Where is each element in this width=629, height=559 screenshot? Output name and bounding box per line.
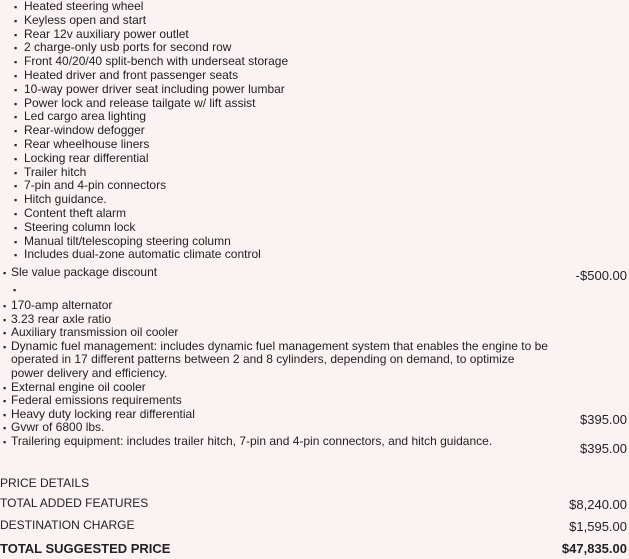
destination-charge-label: DESTINATION CHARGE [0,518,135,532]
list-item: ▪ Gvwr of 6800 lbs. [3,421,548,435]
list-item: ▪ Manual tilt/telescoping steering column [14,235,288,249]
list-item: ▪ Rear-window defogger [14,124,288,138]
list-item: ▪ 2 charge-only usb ports for second row [14,41,288,55]
option-list [3,299,548,449]
total-suggested-price-value: $47,835.00 [561,541,627,556]
price-details-heading: PRICE DETAILS [0,476,90,490]
list-item: ▪ 10-way power driver seat including power lumbar [14,83,288,97]
list-item: ▪ Federal emissions requirements [3,394,548,408]
total-added-features-value: $8,240.00 [569,497,627,512]
list-item: ▪ Heated driver and front passenger seats [14,69,288,83]
list-item: ▪ 3.23 rear axle ratio [3,313,548,327]
total-suggested-price-label: TOTAL SUGGESTED PRICE [0,541,171,556]
list-item: ▪ Content theft alarm [14,207,288,221]
list-item: ▪ Rear wheelhouse liners [14,138,288,152]
list-item: ▪ Trailering equipment: includes trailer hitch, 7-pin and 4-pin connectors, and hitch guidance. [3,435,548,449]
list-item: ▪ Hitch guidance. [14,193,288,207]
list-item: ▪ Locking rear differential [14,152,288,166]
sub-feature-list [14,0,288,262]
heavy-duty-price: $395.00 [580,412,627,427]
total-added-features-label: TOTAL ADDED FEATURES [0,496,149,510]
destination-charge-value: $1,595.00 [569,519,627,534]
list-item: ▪ Keyless open and start [14,14,288,28]
list-item: ▪ Heavy duty locking rear differential [3,408,548,422]
list-item-continuation: power delivery and efficiency. [11,365,168,380]
list-item: ▪ Led cargo area lighting [14,110,288,124]
list-item: ▪ 170-amp alternator [3,299,548,313]
list-item: ▪ Rear 12v auxiliary power outlet [14,28,288,42]
list-item: ▪ Auxiliary transmission oil cooler [3,326,548,340]
list-item-continuation: operated in 17 different patterns between 2 and 8 cylinders, depending on demand, to optimize [11,352,515,367]
list-item: ▪ Includes dual-zone automatic climate control [14,248,288,262]
list-item: ▪ Heated steering wheel [14,0,288,14]
sle-discount-price: -$500.00 [575,268,627,283]
sle-discount-item [3,266,157,280]
list-item: ▪ Dynamic fuel management: includes dynamic fuel management system that enables the engine to be [3,340,548,354]
list-item: ▪ Power lock and release tailgate w/ lift assist [14,97,288,111]
sle-discount-label: ▪ Sle value package discount [3,266,157,280]
list-item: ▪ External engine oil cooler [3,381,548,395]
list-item: ▪ Trailer hitch [14,166,288,180]
list-item: ▪ 7-pin and 4-pin connectors [14,179,288,193]
trailering-price: $395.00 [580,441,627,456]
list-item: ▪ Steering column lock [14,221,288,235]
list-item: ▪ Front 40/20/40 split-bench with underseat storage [14,55,288,69]
